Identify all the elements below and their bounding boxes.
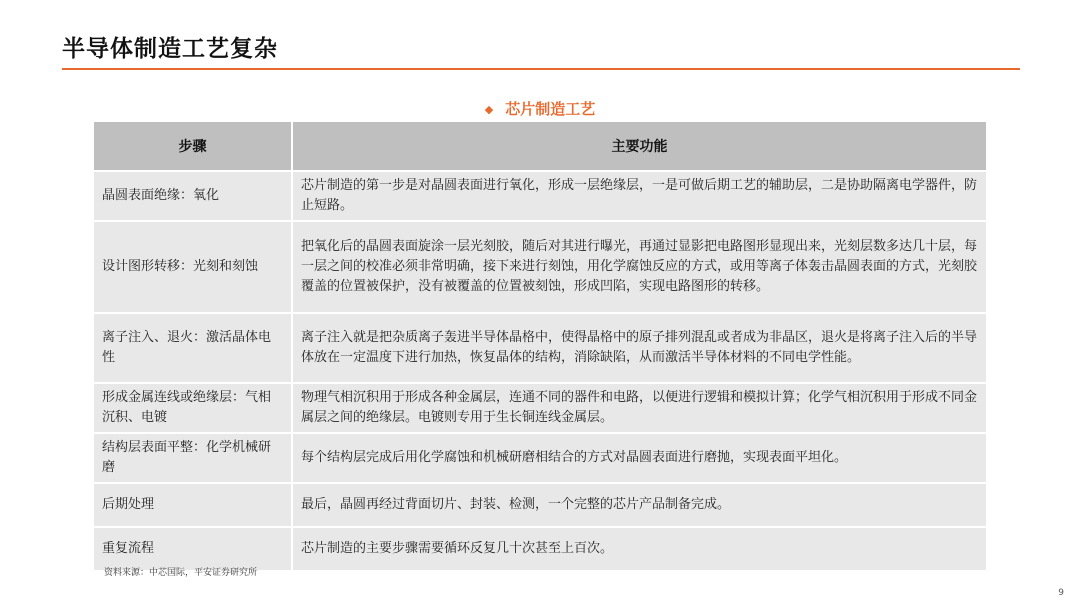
table-row xyxy=(94,172,986,220)
function-cell: 芯片制造的主要步骤需要循环反复几十次甚至上百次。 xyxy=(293,528,986,570)
table-header-row xyxy=(94,122,986,170)
table-row xyxy=(94,384,986,432)
function-cell: 最后，晶圆再经过背面切片、封装、检测，一个完整的芯片产品制备完成。 xyxy=(293,484,986,526)
function-cell: 离子注入就是把杂质离子轰进半导体晶格中，使得晶格中的原子排列混乱或者成为非晶区，退火是将离子注入后的半导体放在一定温度下进行加热，恢复晶体的结构，消除缺陷，从而激活半导体材料的不同电学性能。 xyxy=(293,314,986,382)
function-cell: 芯片制造的第一步是对晶圆表面进行氧化，形成一层绝缘层，一是可做后期工艺的辅助层，二是协助隔离电学器件，防止短路。 xyxy=(293,172,986,220)
function-cell: 每个结构层完成后用化学腐蚀和机械研磨相结合的方式对晶圆表面进行磨抛，实现表面平坦化。 xyxy=(293,434,986,482)
table-row xyxy=(94,528,986,570)
step-cell: 后期处理 xyxy=(94,484,293,526)
header-step: 步骤 xyxy=(94,122,293,170)
table-caption xyxy=(0,98,1080,119)
step-cell: 重复流程 xyxy=(94,528,293,570)
step-cell: 结构层表面平整：化学机械研磨 xyxy=(94,434,293,482)
process-table xyxy=(94,120,986,572)
diamond-icon: ◆ xyxy=(484,103,494,116)
header-function: 主要功能 xyxy=(293,122,986,170)
table-caption-text: 芯片制造工艺 xyxy=(505,100,596,118)
page-title: 半导体制造工艺复杂 xyxy=(62,36,278,62)
step-cell: 晶圆表面绝缘：氧化 xyxy=(94,172,293,220)
function-cell: 把氧化后的晶圆表面旋涂一层光刻胶，随后对其进行曝光，再通过显影把电路图形显现出来，光刻层数多达几十层，每一层之间的校准必须非常明确，接下来进行刻蚀，用化学腐蚀反应的方式，或用等离子体轰击晶圆表面的方式，光刻胶覆盖的位置被保护，没有被覆盖的位置被刻蚀，形成凹陷，实现电路图形的转移。 xyxy=(293,222,986,312)
step-cell: 形成金属连线或绝缘层：气相沉积、电镀 xyxy=(94,384,293,432)
function-cell: 物理气相沉积用于形成各种金属层，连通不同的器件和电路，以便进行逻辑和模拟计算；化学气相沉积用于形成不同金属层之间的绝缘层。电镀则专用于生长铜连线金属层。 xyxy=(293,384,986,432)
table-row xyxy=(94,314,986,382)
step-cell: 设计图形转移：光刻和刻蚀 xyxy=(94,222,293,312)
table-row xyxy=(94,222,986,312)
page-number: 9 xyxy=(1058,588,1064,598)
title-divider xyxy=(62,68,1020,70)
step-cell: 离子注入、退火：激活晶体电性 xyxy=(94,314,293,382)
table-row xyxy=(94,434,986,482)
source-note: 资料来源：中芯国际，平安证券研究所 xyxy=(104,568,258,578)
table-row xyxy=(94,484,986,526)
